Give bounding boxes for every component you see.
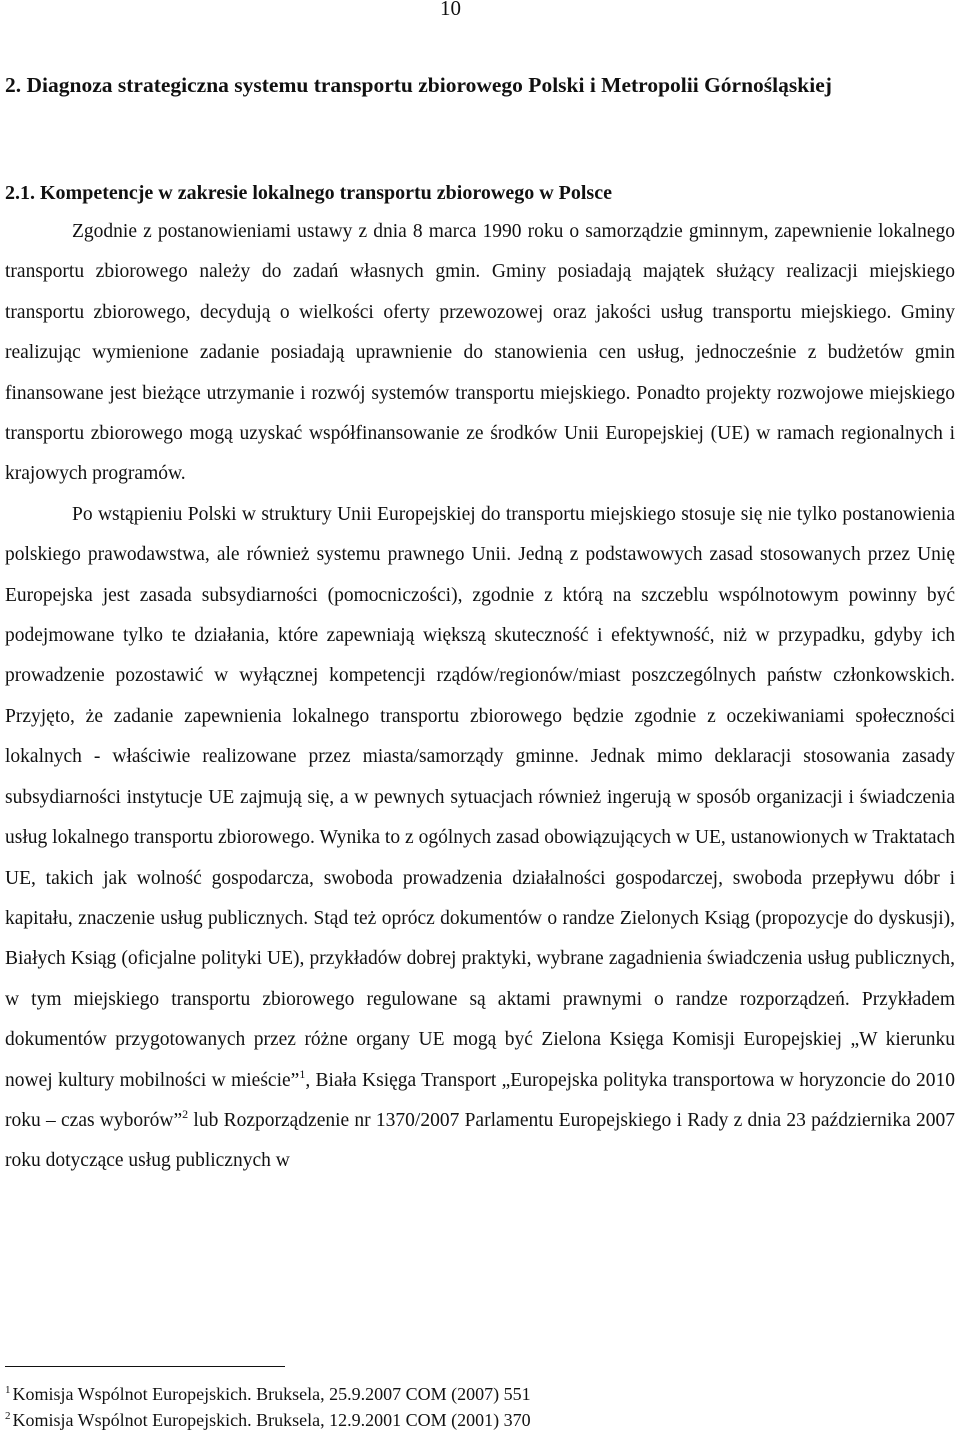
footnote-text: Komisja Wspólnot Europejskich. Bruksela, 25.9.2007 COM (2007) 551 <box>12 1384 531 1404</box>
section-heading: 2. Diagnoza strategiczna systemu transportu zbiorowego Polski i Metropolii Górnośląskiej <box>5 73 832 97</box>
footnote-mark: 2 <box>5 1410 11 1422</box>
page-number: 10 <box>440 0 461 20</box>
footnote-text: Komisja Wspólnot Europejskich. Bruksela, 12.9.2001 COM (2001) 370 <box>12 1410 531 1430</box>
paragraph-2-text-a: Po wstąpieniu Polski w struktury Unii Europejskiej do transportu miejskiego stosuje się nie tylko postanowienia polskiego prawodawstwa, ale również systemu prawnego Unii. Jedną z podstawowych zasad stosowanych przez Unię Europejska jest zasada subsydiarności (pomocniczości), zgodnie z którą na szczeblu wspólnotowym powinny być podejmowane tylko te działania, które zapewniają większą skuteczność i efektywność, niż w przypadku, gdyby ich prowadzenie pozostawić w wyłącznej kompetencji rządów/regionów/miast poszczególnych państw członkowskich. Przyjęto, że zadanie zapewnienia lokalnego transportu zbiorowego będzie zgodnie z oczekiwaniami społeczności lokalnych - właściwie realizowane przez miasta/samorządy gminne. Jednak mimo deklaracji stosowania zasady subsydiarności instytucje UE zajmują się, a w pewnych sytuacjach również ingerują w sposób organizacji i świadczenia usług lokalnego transportu zbiorowego. Wynika to z ogólnych zasad obowiązujących w UE, ustanowionych w Traktatach UE, takich jak wolność gospodarcza, swoboda prowadzenia działalności gospodarczej, swoboda przepływu dóbr i kapitału, znaczenie usług publicznych. Stąd też oprócz dokumentów o randze Zielonych Ksiąg (propozycje do dyskusji), Białych Ksiąg (oficjalne polityki UE), przykładów dobrej praktyki, wybrane zagadnienia świadczenia usług publicznych, w tym miejskiego transportu zbiorowego regulowane są aktami prawnymi o randze rozporządzeń. Przykładem dokumentów przygotowanych przez różne organy UE mogą być Zielona Księga Komisji Europejskiej „W kierunku nowej kultury mobilności w mieście” <box>5 503 955 1091</box>
paragraph-1: Zgodnie z postanowieniami ustawy z dnia 8 marca 1990 roku o samorządzie gminnym, zapewnienie lokalnego transportu zbiorowego należy do zadań własnych gmin. Gminy posiadają majątek służący realizacji miejskiego transportu zbiorowego, decydują o wielkości oferty przewozowej oraz jakości usług transportu miejskiego. Gminy realizując wymienione zadanie posiadają uprawnienie do stanowienia cen usług, jednocześnie z budżetów gmin finansowane jest bieżące utrzymanie i rozwój systemów transportu miejskiego. Ponadto projekty rozwojowe miejskiego transportu zbiorowego mogą uzyskać współfinansowanie ze środków Unii Europejskiej (UE) w ramach regionalnych i krajowych programów. <box>5 221 955 485</box>
footnote-ref-2[interactable]: 2 <box>182 1106 189 1121</box>
footnote-1 <box>5 1379 955 1405</box>
paragraph-2 <box>5 495 955 1182</box>
subsection-heading: 2.1. Kompetencje w zakresie lokalnego transportu zbiorowego w Polsce <box>5 182 612 204</box>
footnotes <box>5 1379 955 1431</box>
footnote-2 <box>5 1405 955 1431</box>
footnote-ref-1[interactable]: 1 <box>299 1066 306 1081</box>
footnote-mark: 1 <box>5 1384 11 1396</box>
paragraph-2-text-b: , Biała Księga Transport „Europejska polityka transportowa w horyzoncie do 2010 roku – czas wyborów” <box>5 1069 955 1131</box>
body-text <box>5 212 955 1182</box>
paragraph-2-text-c: lub Rozporządzenie nr 1370/2007 Parlamentu Europejskiego i Rady z dnia 23 października 2007 roku dotyczące usług publicznych w <box>5 1109 955 1172</box>
footnote-separator <box>5 1366 285 1367</box>
